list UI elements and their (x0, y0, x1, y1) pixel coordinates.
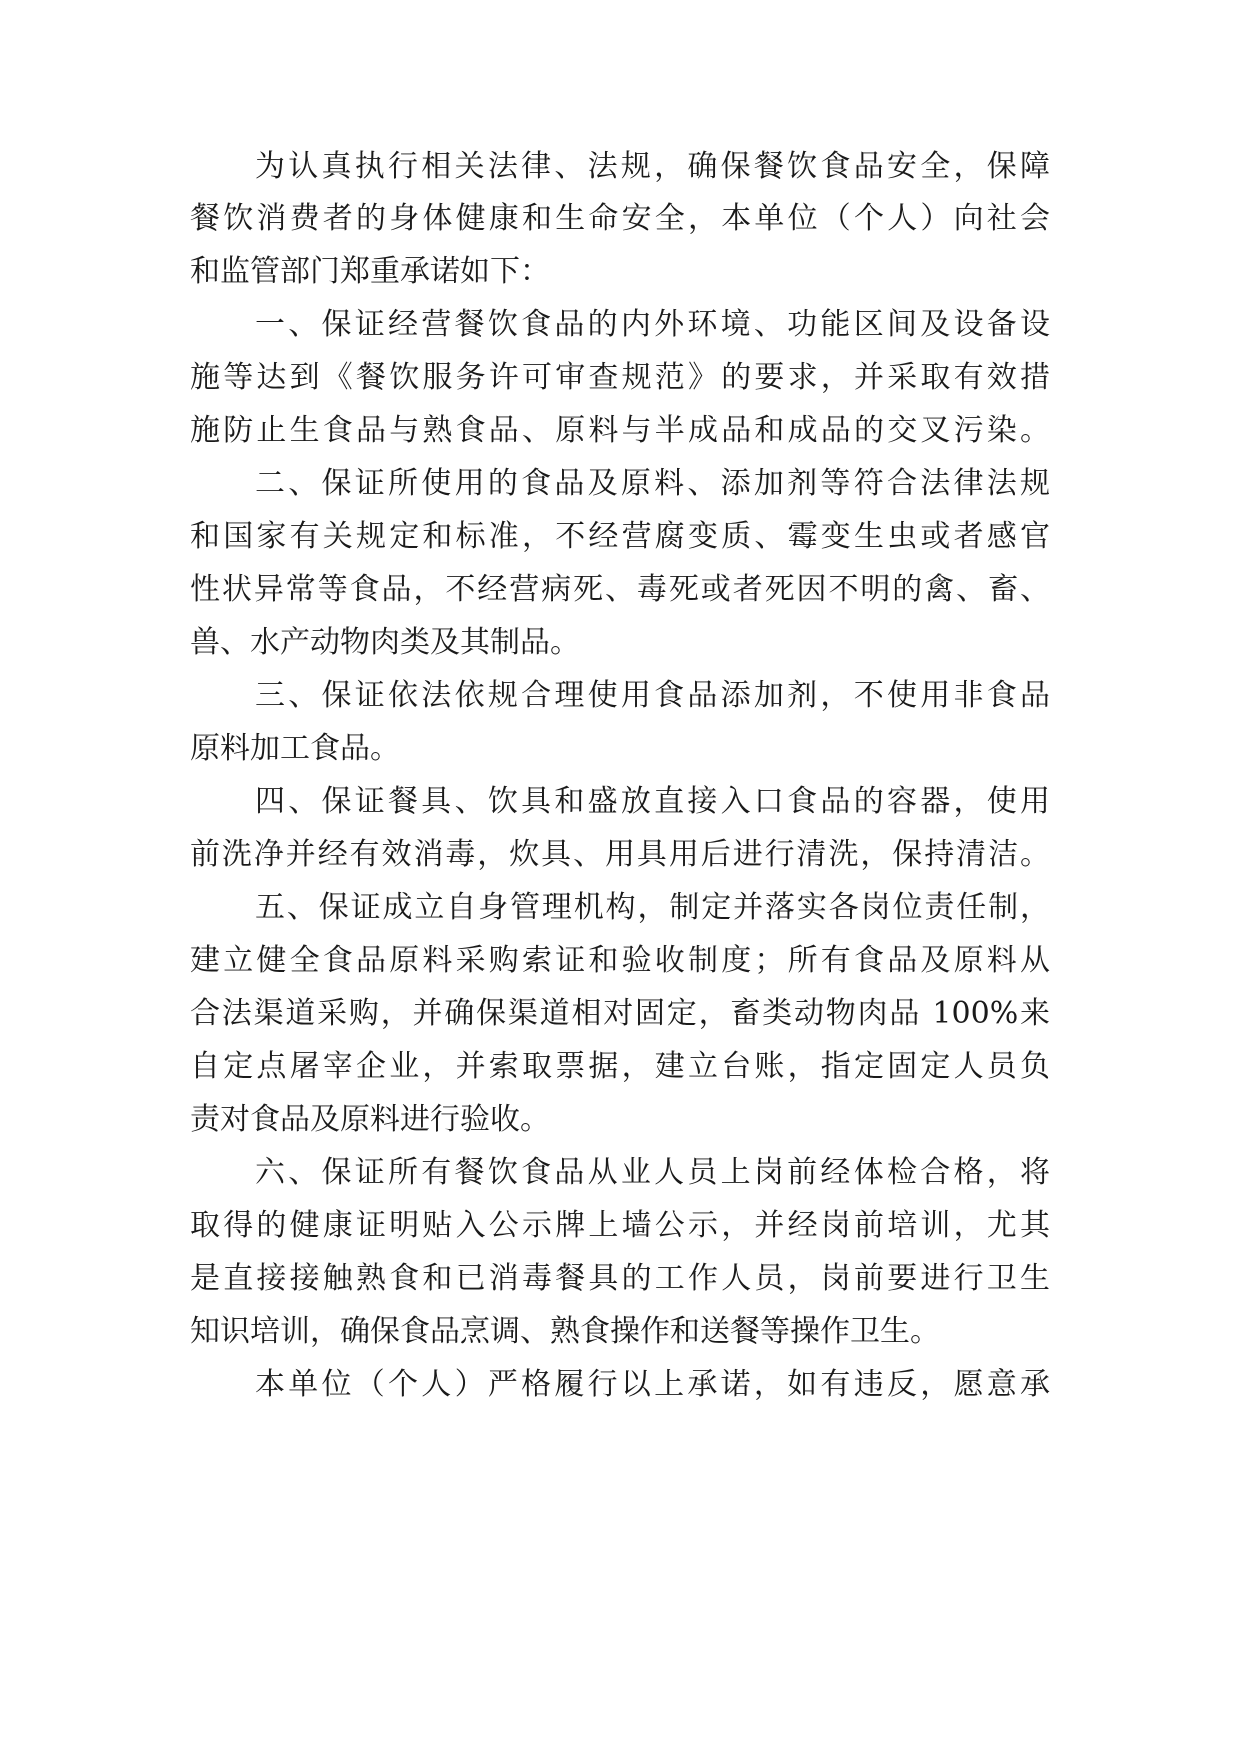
text-line: 三、保证依法依规合理使用食品添加剂，不使用非食品 (255, 678, 1050, 713)
text-line: 前洗净并经有效消毒，炊具、用具用后进行清洗，保持清洁。 (190, 837, 1050, 872)
text-line: 本单位（个人）严格履行以上承诺，如有违反，愿意承 (255, 1367, 1050, 1402)
text-line: 自定点屠宰企业，并索取票据，建立台账，指定固定人员负 (190, 1049, 1050, 1084)
text-line: 五、保证成立自身管理机构，制定并落实各岗位责任制， (255, 890, 1050, 925)
text-line: 四、保证餐具、饮具和盛放直接入口食品的容器，使用 (255, 784, 1050, 819)
text-line: 施防止生食品与熟食品、原料与半成品和成品的交叉污染。 (190, 413, 1050, 448)
text-line: 性状异常等食品，不经营病死、毒死或者死因不明的禽、畜、 (190, 572, 1050, 607)
text-line: 知识培训，确保食品烹调、熟食操作和送餐等操作卫生。 (190, 1314, 940, 1349)
text-line: 一、保证经营餐饮食品的内外环境、功能区间及设备设 (255, 307, 1050, 342)
text-line: 和国家有关规定和标准，不经营腐变质、霉变生虫或者感官 (190, 519, 1050, 554)
text-line: 是直接接触熟食和已消毒餐具的工作人员，岗前要进行卫生 (190, 1261, 1050, 1296)
text-line: 原料加工食品。 (190, 731, 400, 766)
text-line: 责对食品及原料进行验收。 (190, 1102, 550, 1137)
text-line: 餐饮消费者的身体健康和生命安全，本单位（个人）向社会 (190, 201, 1050, 236)
text-line: 兽、水产动物肉类及其制品。 (190, 625, 580, 660)
text-line: 和监管部门郑重承诺如下： (190, 254, 550, 289)
text-line: 施等达到《餐饮服务许可审查规范》的要求，并采取有效措 (190, 360, 1050, 395)
text-line: 合法渠道采购，并确保渠道相对固定，畜类动物肉品 100%来 (190, 996, 1050, 1031)
text-line: 取得的健康证明贴入公示牌上墙公示，并经岗前培训，尤其 (190, 1208, 1050, 1243)
text-line: 为认真执行相关法律、法规，确保餐饮食品安全，保障 (255, 149, 1050, 184)
text-line: 建立健全食品原料采购索证和验收制度；所有食品及原料从 (190, 943, 1050, 978)
text-line: 六、保证所有餐饮食品从业人员上岗前经体检合格，将 (255, 1155, 1050, 1190)
text-line: 二、保证所使用的食品及原料、添加剂等符合法律法规 (255, 466, 1050, 501)
